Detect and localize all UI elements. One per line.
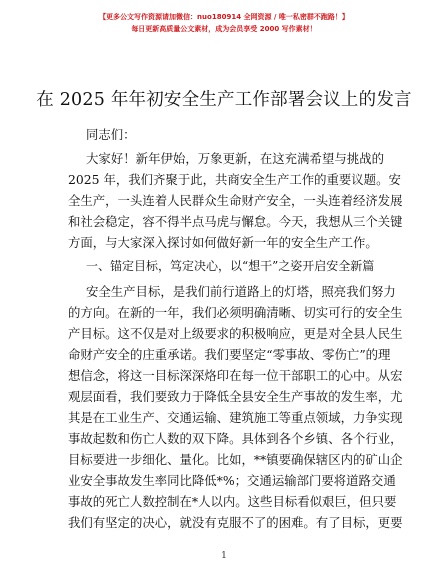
body-line: 业安全事故发生率同比降低*%；交通运输部门要将道路交通 bbox=[68, 473, 396, 488]
body-line: 我们有坚定的决心，就没有克服不了的困难。有了目标，更要 bbox=[68, 515, 403, 530]
page-number: 1 bbox=[221, 551, 227, 561]
body-line: 产目标。这不仅是对上级要求的积极响应，更是对全县人民生 bbox=[68, 326, 403, 341]
body-line: 目标要进一步细化、量化。比如，**镇要确保辖区内的矿山企 bbox=[68, 452, 403, 467]
body-line: 事故的死亡人数控制在*人以内。这些目标看似艰巨，但只要 bbox=[68, 494, 397, 509]
body-line: 其是在工业生产、交通运输、建筑施工等重点领域，力争实现 bbox=[68, 410, 403, 425]
body-line: 全生产，一头连着人民群众生命财产安全，一头连着经济发展 bbox=[68, 193, 403, 208]
body-line: 观层面看，我们要致力于降低全县安全生产事故的发生率，尤 bbox=[68, 389, 403, 404]
section-heading: 一、锚定目标，笃定决心，以“想干”之姿开启安全新篇 bbox=[86, 259, 375, 273]
body-line: 想信念，将这一目标深深烙印在每一位干部职工的心中。从宏 bbox=[68, 368, 403, 383]
document-title: 在 2025 年年初安全生产工作部署会议上的发言 bbox=[36, 90, 412, 110]
body-line: 的方向。在新的一年，我们必须明确清晰、切实可行的安全生 bbox=[68, 305, 403, 320]
body-line: 方面，与大家深入探讨如何做好新一年的安全生产工作。 bbox=[68, 235, 378, 250]
body-line: 命财产安全的庄重承诺。我们要坚定“零事故、零伤亡”的理 bbox=[68, 347, 391, 362]
promo-banner-line-1: 【更多公文写作资源请加微信：nuo180914 全网资源 / 唯一私密群不跑路！】 bbox=[99, 13, 349, 21]
body-line: 事故起数和伤亡人数的双下降。具体到各个乡镇、各个行业， bbox=[68, 431, 403, 446]
promo-banner-line-2: 每日更新高质量公文素材，成为会员享受 2000 写作素材！ bbox=[131, 25, 317, 33]
body-line: 大家好！新年伊始，万象更新，在这充满希望与挑战的 bbox=[86, 151, 384, 166]
body-line: 和社会稳定，容不得半点马虎与懈怠。今天，我想从三个关键 bbox=[68, 214, 403, 229]
body-line: 2025 年，我们齐聚于此，共商安全生产工作的重要议题。安 bbox=[68, 172, 401, 187]
body-line: 安全生产目标，是我们前行道路上的灯塔，照亮我们努力 bbox=[86, 284, 396, 299]
salutation: 同志们： bbox=[86, 127, 136, 142]
